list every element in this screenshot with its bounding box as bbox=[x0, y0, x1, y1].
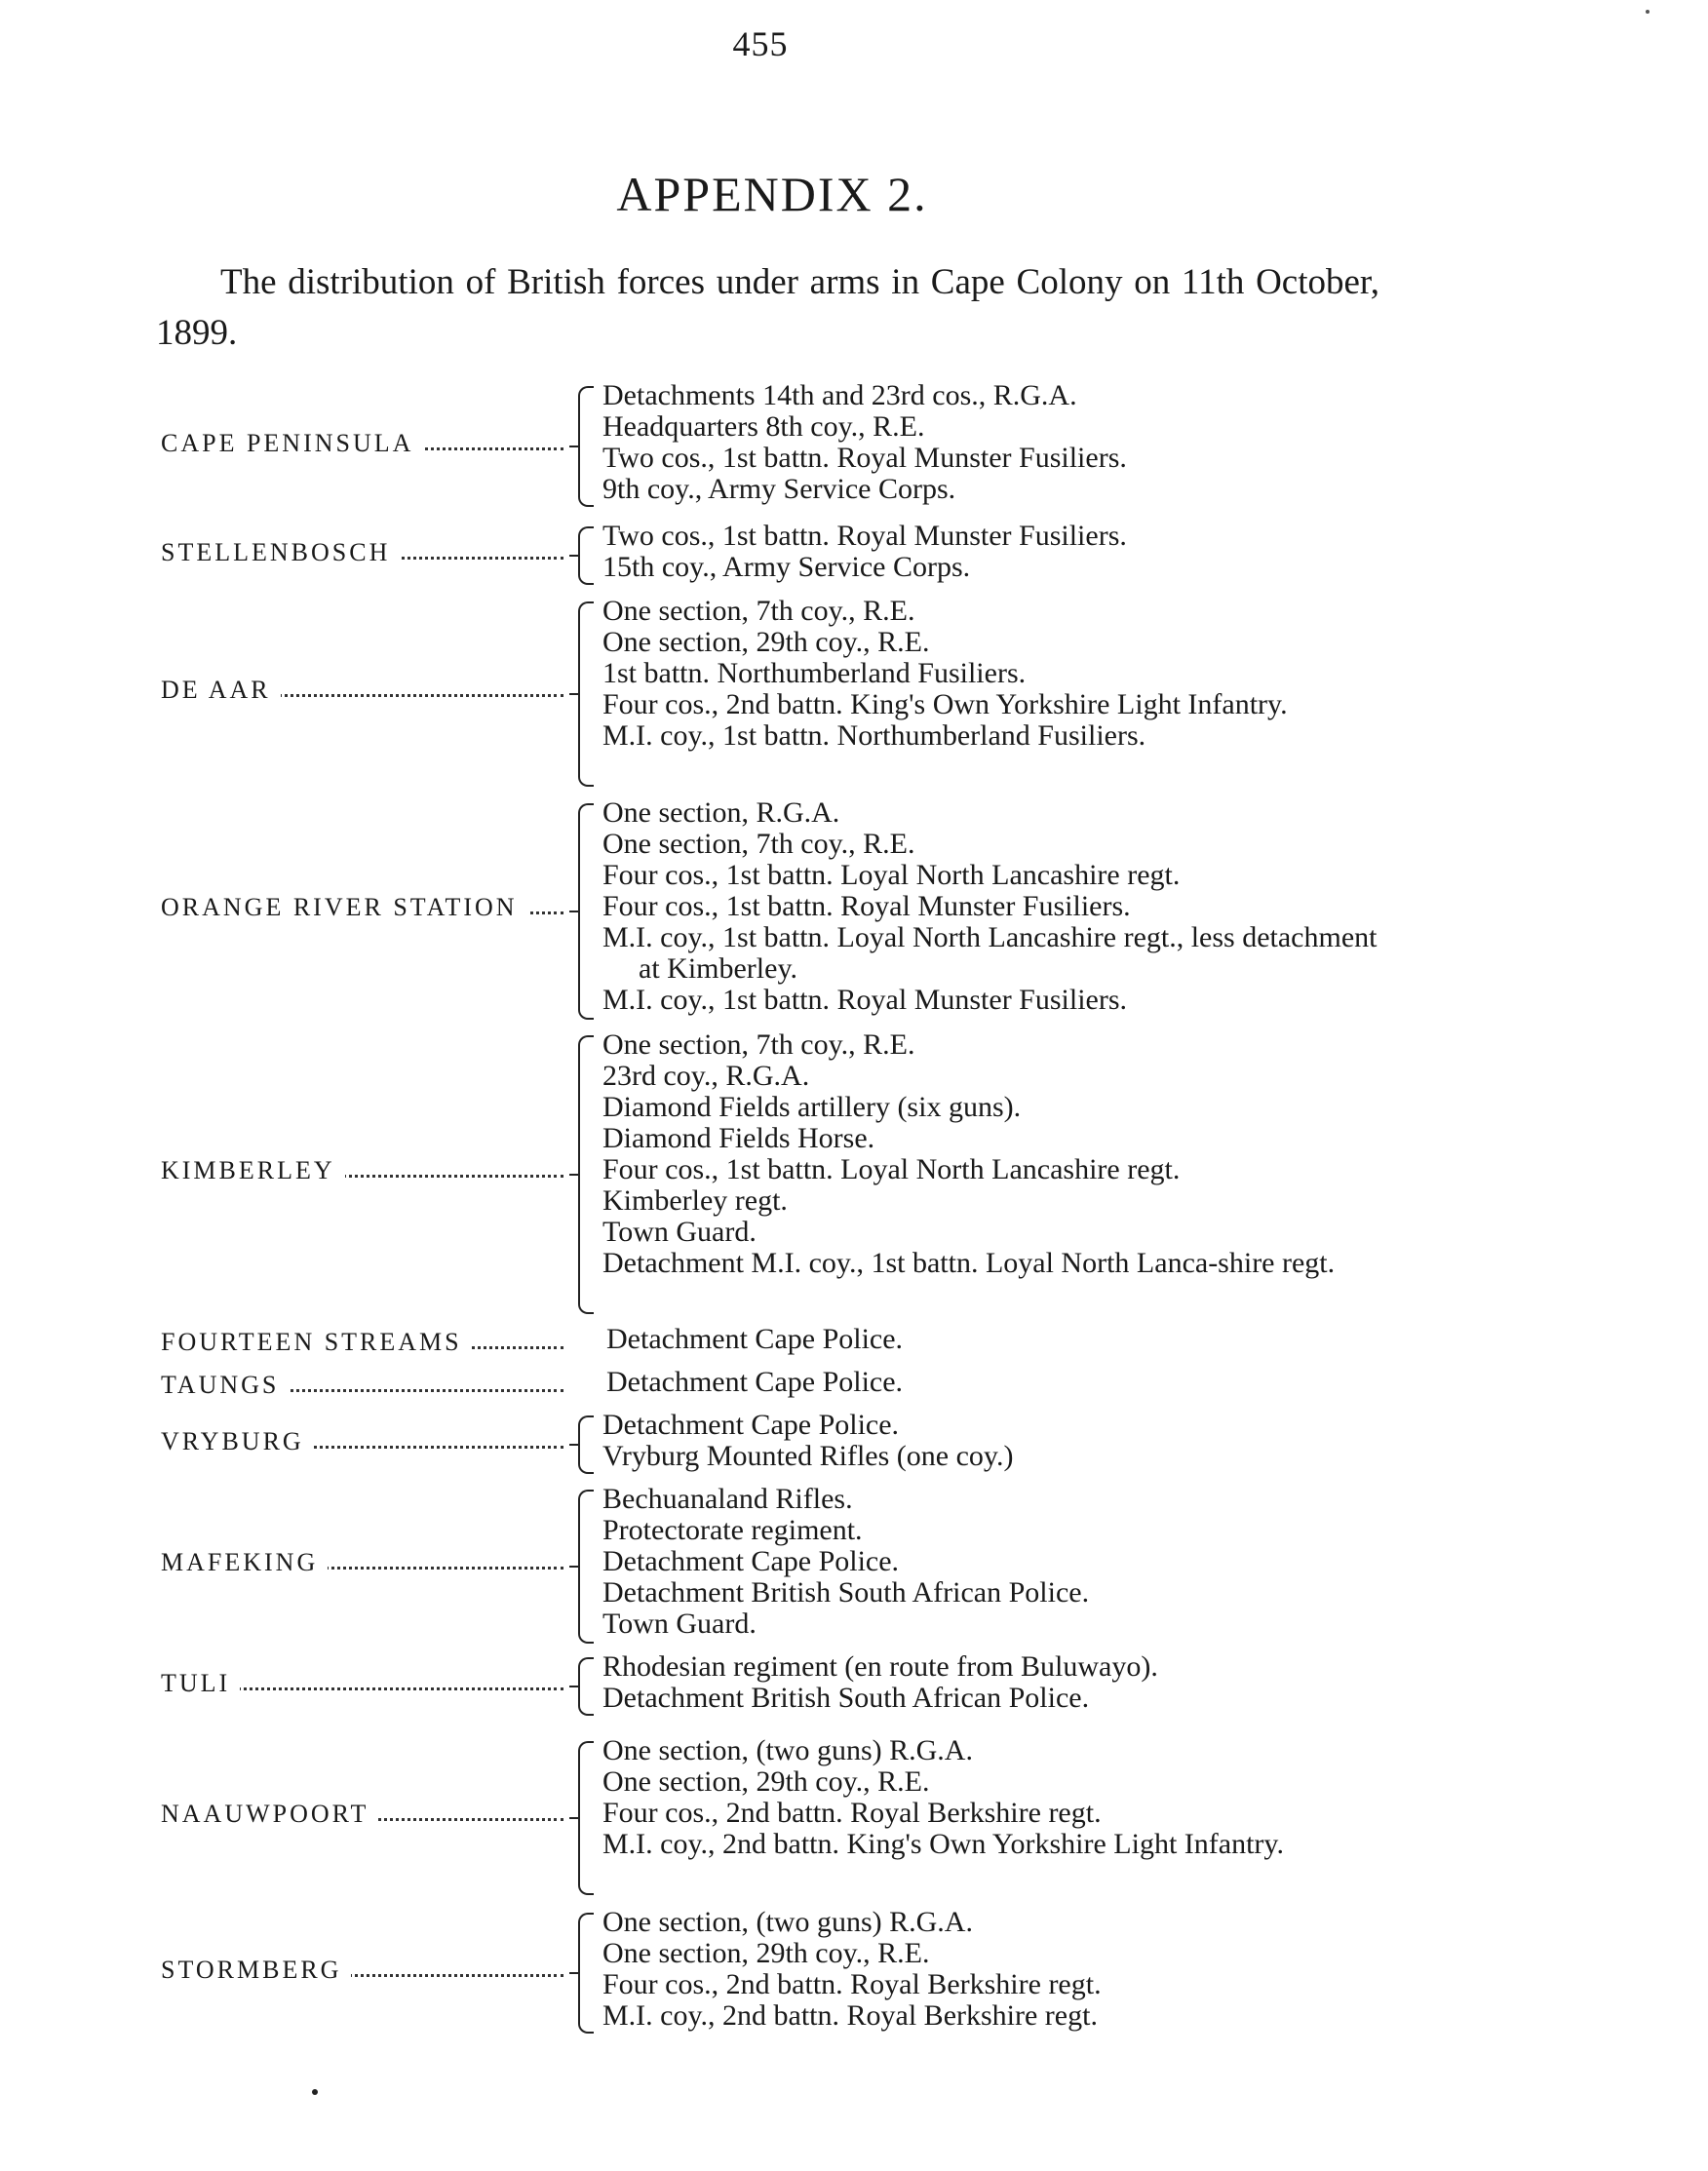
stray-ink-dot bbox=[312, 2089, 318, 2095]
list-item: M.I. coy., 1st battn. Royal Munster Fusiliers. bbox=[602, 984, 1128, 1016]
list-item: Four cos., 1st battn. Royal Munster Fusiliers. bbox=[602, 890, 1131, 922]
brace bbox=[578, 1913, 594, 2034]
brace bbox=[578, 526, 594, 585]
list-item: Detachments 14th and 23rd cos., R.G.A. bbox=[602, 379, 1077, 411]
unit-list bbox=[602, 1029, 1382, 1279]
list-item: One section, 29th coy., R.E. bbox=[602, 1937, 930, 1969]
list-item: Four cos., 2nd battn. King's Own Yorkshire Light Infantry. bbox=[602, 688, 1288, 720]
list-item: Town Guard. bbox=[602, 1216, 757, 1248]
list-item: Two cos., 1st battn. Royal Munster Fusiliers. bbox=[602, 520, 1127, 552]
list-item: Diamond Fields Horse. bbox=[602, 1122, 875, 1154]
list-item: Detachment British South African Police. bbox=[602, 1576, 1090, 1609]
place-name: DE AAR bbox=[161, 676, 563, 705]
place-name: TAUNGS bbox=[161, 1371, 563, 1400]
list-item: Rhodesian regiment (en route from Buluwayo). bbox=[602, 1650, 1158, 1683]
list-item: Kimberley regt. bbox=[602, 1184, 788, 1217]
brace bbox=[578, 1035, 594, 1314]
list-item: Detachment M.I. coy., 1st battn. Loyal North Lanca-shire regt. bbox=[602, 1247, 1336, 1279]
list-item: One section, R.G.A. bbox=[602, 796, 840, 829]
place-name: CAPE PENINSULA bbox=[161, 429, 563, 458]
list-item: One section, 29th coy., R.E. bbox=[602, 626, 930, 658]
brace bbox=[578, 803, 594, 1020]
list-item: M.I. coy., 1st battn. Northumberland Fusiliers. bbox=[602, 719, 1146, 752]
place-name: VRYBURG bbox=[161, 1427, 563, 1456]
list-item: Four cos., 2nd battn. Royal Berkshire regt. bbox=[602, 1797, 1102, 1829]
list-item: Protectorate regiment. bbox=[602, 1514, 863, 1546]
list-item: One section, (two guns) R.G.A. bbox=[602, 1734, 973, 1766]
unit-list bbox=[602, 1651, 1382, 1714]
corner-ink-dot bbox=[1646, 10, 1650, 14]
unit-list bbox=[602, 797, 1382, 1016]
list-item: Detachment British South African Police. bbox=[602, 1682, 1090, 1714]
brace bbox=[578, 386, 594, 507]
list-item: Detachment Cape Police. bbox=[602, 1409, 900, 1441]
place-name: TULI bbox=[161, 1669, 563, 1698]
list-item: Detachment Cape Police. bbox=[606, 1323, 904, 1355]
unit-list bbox=[602, 596, 1382, 752]
appendix-title: APPENDIX 2. bbox=[616, 167, 928, 221]
brace bbox=[578, 1741, 594, 1895]
place-name: ORANGE RIVER STATION bbox=[161, 893, 563, 922]
unit-list bbox=[602, 1410, 1382, 1472]
list-item: Four cos., 2nd battn. Royal Berkshire regt. bbox=[602, 1968, 1102, 2000]
brace bbox=[578, 601, 594, 787]
place-name: KIMBERLEY bbox=[161, 1156, 563, 1185]
list-item: M.I. coy., 1st battn. Loyal North Lancashire regt., less detachment at Kimberley. bbox=[602, 921, 1378, 985]
list-item: M.I. coy., 2nd battn. Royal Berkshire regt. bbox=[602, 1999, 1098, 2032]
list-item: Diamond Fields artillery (six guns). bbox=[602, 1091, 1022, 1123]
intro-paragraph: The distribution of British forces under arms in Cape Colony on 11th October, 1899. bbox=[156, 262, 1379, 353]
brace bbox=[578, 1415, 594, 1474]
list-item: One section, (two guns) R.G.A. bbox=[602, 1906, 973, 1938]
unit-list bbox=[602, 521, 1382, 583]
list-item: Detachment Cape Police. bbox=[602, 1545, 900, 1577]
brace bbox=[578, 1657, 594, 1716]
list-item: Bechuanaland Rifles. bbox=[602, 1483, 853, 1515]
list-item: Vryburg Mounted Rifles (one coy.) bbox=[602, 1440, 1014, 1472]
list-item: One section, 7th coy., R.E. bbox=[602, 1028, 915, 1061]
list-item: Detachment Cape Police. bbox=[606, 1366, 904, 1398]
unit-list bbox=[602, 1484, 1382, 1640]
place-name: STELLENBOSCH bbox=[161, 538, 563, 567]
list-item: 1st battn. Northumberland Fusiliers. bbox=[602, 657, 1027, 689]
unit-list bbox=[602, 380, 1382, 505]
brace bbox=[578, 1490, 594, 1644]
unit-list bbox=[602, 1735, 1382, 1860]
list-item: 15th coy., Army Service Corps. bbox=[602, 551, 971, 583]
list-item: Headquarters 8th coy., R.E. bbox=[602, 410, 925, 443]
unit-list bbox=[606, 1324, 1386, 1355]
unit-list bbox=[602, 1907, 1382, 2032]
list-item: M.I. coy., 2nd battn. King's Own Yorkshire Light Infantry. bbox=[602, 1828, 1284, 1860]
place-name: FOURTEEN STREAMS bbox=[161, 1328, 563, 1357]
page-number: 455 bbox=[732, 24, 789, 63]
list-item: 23rd coy., R.G.A. bbox=[602, 1060, 810, 1092]
place-name: MAFEKING bbox=[161, 1548, 563, 1577]
list-item: One section, 7th coy., R.E. bbox=[602, 828, 915, 860]
unit-list bbox=[606, 1367, 1386, 1398]
place-name: NAAUWPOORT bbox=[161, 1800, 563, 1829]
list-item: 9th coy., Army Service Corps. bbox=[602, 473, 956, 505]
list-item: One section, 7th coy., R.E. bbox=[602, 595, 915, 627]
list-item: Four cos., 1st battn. Loyal North Lancashire regt. bbox=[602, 859, 1181, 891]
list-item: One section, 29th coy., R.E. bbox=[602, 1765, 930, 1798]
place-name: STORMBERG bbox=[161, 1956, 563, 1985]
list-item: Four cos., 1st battn. Loyal North Lancashire regt. bbox=[602, 1153, 1181, 1185]
list-item: Two cos., 1st battn. Royal Munster Fusiliers. bbox=[602, 442, 1127, 474]
list-item: Town Guard. bbox=[602, 1608, 757, 1640]
